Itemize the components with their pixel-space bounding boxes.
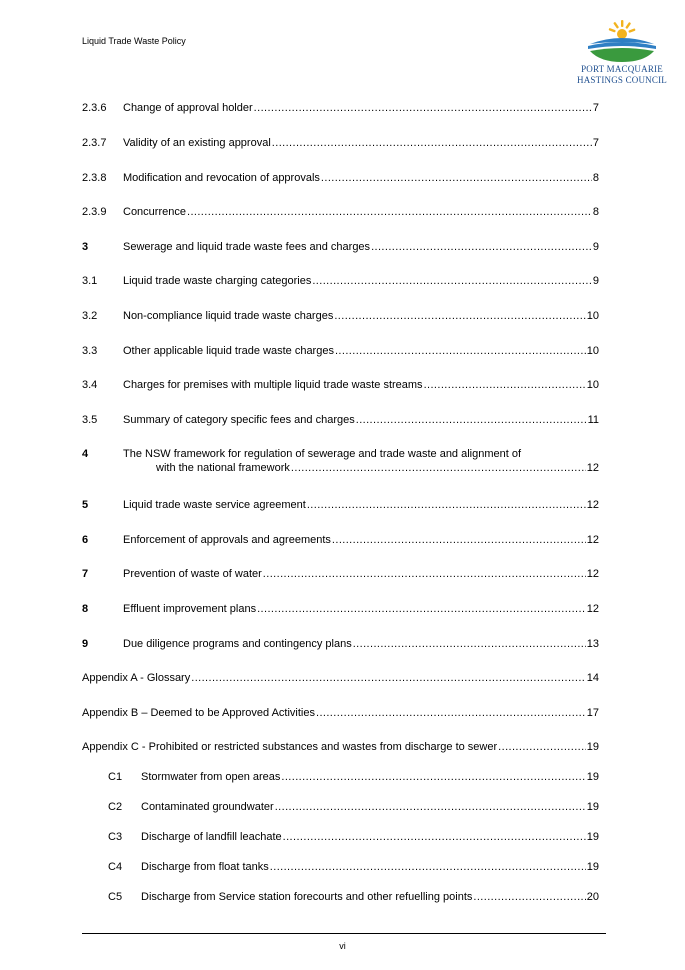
toc-dot-leader xyxy=(353,637,586,651)
toc-entry-title: Discharge of landfill leachate xyxy=(141,831,282,843)
toc-entry-page: 8 xyxy=(592,172,599,184)
toc-entry-number: 2.3.7 xyxy=(82,137,107,149)
toc-entry-page: 12 xyxy=(586,499,599,511)
toc-entry-page: 12 xyxy=(586,568,599,580)
toc-entry-page: 19 xyxy=(586,801,599,813)
toc-entry[interactable] xyxy=(82,602,599,616)
toc-entry[interactable] xyxy=(82,274,599,288)
logo-text-line2: HASTINGS COUNCIL xyxy=(577,75,667,85)
toc-dot-leader xyxy=(321,171,592,185)
toc-entry-title: with the national framework xyxy=(156,462,290,474)
toc-dot-leader xyxy=(335,344,586,358)
toc-dot-leader xyxy=(316,706,586,720)
toc-entry-page: 20 xyxy=(586,891,599,903)
toc-dot-leader xyxy=(283,830,586,844)
toc-entry-title: Modification and revocation of approvals xyxy=(123,172,320,184)
toc-entry[interactable] xyxy=(82,890,599,904)
toc-dot-leader xyxy=(332,533,586,547)
toc-dot-leader xyxy=(270,860,586,874)
toc-entry[interactable] xyxy=(82,136,599,150)
toc-entry[interactable] xyxy=(82,240,599,254)
toc-entry-number: 9 xyxy=(82,638,89,650)
toc-entry-title: Discharge from Service station forecourts and other refuelling points xyxy=(141,891,473,903)
toc-entry-number: C3 xyxy=(108,831,123,843)
toc-entry-number: 3.1 xyxy=(82,275,98,287)
toc-entry-title: Discharge from float tanks xyxy=(141,861,269,873)
toc-entry-number: 3.2 xyxy=(82,310,98,322)
toc-entry-number: 8 xyxy=(82,603,89,615)
toc-entry-title: Liquid trade waste service agreement xyxy=(123,499,306,511)
toc-entry-page: 13 xyxy=(586,638,599,650)
toc-entry[interactable] xyxy=(82,205,599,219)
toc-entry-page: 7 xyxy=(592,102,599,114)
toc-dot-leader xyxy=(371,240,592,254)
toc-entry-page: 12 xyxy=(586,603,599,615)
toc-dot-leader xyxy=(272,136,592,150)
toc-entry-title: Appendix C - Prohibited or restricted substances and wastes from discharge to sewer xyxy=(82,741,498,753)
logo-emblem-icon xyxy=(572,12,672,64)
header-title: Liquid Trade Waste Policy xyxy=(82,36,186,46)
toc-dot-leader xyxy=(473,890,585,904)
toc-entry-title: Liquid trade waste charging categories xyxy=(123,275,312,287)
toc-entry[interactable] xyxy=(82,800,599,814)
toc-entry-page: 19 xyxy=(586,861,599,873)
toc-entry[interactable] xyxy=(82,498,599,512)
toc-dot-leader xyxy=(257,602,586,616)
toc-entry[interactable] xyxy=(82,413,599,427)
toc-entry-page: 9 xyxy=(592,275,599,287)
toc-entry-title: Sewerage and liquid trade waste fees and charges xyxy=(123,241,371,253)
toc-dot-leader xyxy=(275,800,586,814)
toc-entry-title: Prevention of waste of water xyxy=(123,568,262,580)
council-logo xyxy=(572,12,672,92)
toc-entry-page: 7 xyxy=(592,137,599,149)
toc-dot-leader xyxy=(424,378,586,392)
toc-entry-page: 8 xyxy=(592,206,599,218)
toc-entry[interactable] xyxy=(82,830,599,844)
toc-entry-number: 5 xyxy=(82,499,89,511)
toc-entry-page: 17 xyxy=(586,707,599,719)
toc-entry[interactable] xyxy=(82,309,599,323)
toc-entry-number: 6 xyxy=(82,534,89,546)
toc-entry-page: 19 xyxy=(586,741,599,753)
toc-dot-leader xyxy=(498,740,586,754)
toc-entry[interactable] xyxy=(82,567,599,581)
toc-entry-title: Charges for premises with multiple liquid trade waste streams xyxy=(123,379,423,391)
toc-dot-leader xyxy=(281,770,585,784)
page-number: vi xyxy=(339,941,346,951)
toc-entry-page: 12 xyxy=(586,534,599,546)
toc-dot-leader xyxy=(356,413,587,427)
toc-entry-number: 7 xyxy=(82,568,89,580)
toc-dot-leader xyxy=(312,274,592,288)
toc-entry-number: 3.4 xyxy=(82,379,98,391)
toc-entry-title: Other applicable liquid trade waste charges xyxy=(123,345,334,357)
toc-entry-title: Contaminated groundwater xyxy=(141,801,274,813)
toc-entry-title: Concurrence xyxy=(123,206,186,218)
toc-entry-page: 9 xyxy=(592,241,599,253)
logo-text-line1: PORT MACQUARIE xyxy=(581,64,663,74)
toc-entry-page: 19 xyxy=(586,771,599,783)
toc-entry-number: 3 xyxy=(82,241,89,253)
toc-entry[interactable] xyxy=(82,101,599,115)
toc-entry-number: C1 xyxy=(108,771,123,783)
toc-dot-leader xyxy=(334,309,585,323)
toc-entry-title: Stormwater from open areas xyxy=(141,771,281,783)
toc-entry-title: Appendix A - Glossary xyxy=(82,672,191,684)
toc-entry-title: Enforcement of approvals and agreements xyxy=(123,534,331,546)
toc-entry-page: 10 xyxy=(586,310,599,322)
toc-entry-title: Effluent improvement plans xyxy=(123,603,257,615)
toc-entry[interactable] xyxy=(82,740,599,754)
toc-dot-leader xyxy=(187,205,592,219)
toc-entry-number: C2 xyxy=(108,801,123,813)
toc-entry[interactable] xyxy=(82,706,599,720)
toc-entry[interactable] xyxy=(82,671,599,685)
toc-entry-number: 2.3.6 xyxy=(82,102,107,114)
toc-entry-title: Due diligence programs and contingency plans xyxy=(123,638,352,650)
toc-entry[interactable] xyxy=(82,344,599,358)
toc-entry-page: 14 xyxy=(586,672,599,684)
toc-entry-title: Summary of category specific fees and charges xyxy=(123,414,355,426)
toc-entry-number: C5 xyxy=(108,891,123,903)
toc-entry-page: 11 xyxy=(587,414,599,426)
toc-entry-page: 12 xyxy=(586,462,599,474)
toc-entry-title: Validity of an existing approval xyxy=(123,137,271,149)
toc-dot-leader xyxy=(254,101,592,115)
toc-entry[interactable] xyxy=(82,447,599,475)
toc-entry-title: Non-compliance liquid trade waste charges xyxy=(123,310,334,322)
toc-entry-page: 19 xyxy=(586,831,599,843)
toc-entry-title: Change of approval holder xyxy=(123,102,253,114)
toc-entry[interactable] xyxy=(82,171,599,185)
toc-entry-number: 3.3 xyxy=(82,345,98,357)
toc-entry-number: 3.5 xyxy=(82,414,98,426)
toc-dot-leader xyxy=(263,567,586,581)
toc-dot-leader xyxy=(191,671,586,685)
toc-entry-page: 10 xyxy=(586,345,599,357)
toc-entry-number: C4 xyxy=(108,861,123,873)
toc-entry[interactable] xyxy=(82,533,599,547)
toc-entry[interactable] xyxy=(82,860,599,874)
toc-entry[interactable] xyxy=(82,637,599,651)
toc-entry[interactable] xyxy=(82,378,599,392)
toc-entry-number: 2.3.8 xyxy=(82,172,107,184)
toc-entry-title: Appendix B – Deemed to be Approved Activities xyxy=(82,707,315,719)
toc-entry[interactable] xyxy=(82,770,599,784)
footer-divider xyxy=(82,933,606,934)
toc-entry-page: 10 xyxy=(586,379,599,391)
toc-entry-number: 4 xyxy=(82,448,89,460)
toc-dot-leader xyxy=(291,461,586,475)
toc-entry-title-line1: The NSW framework for regulation of sewerage and trade waste and alignment of xyxy=(123,448,522,460)
toc-entry-number: 2.3.9 xyxy=(82,206,107,218)
toc-dot-leader xyxy=(307,498,586,512)
